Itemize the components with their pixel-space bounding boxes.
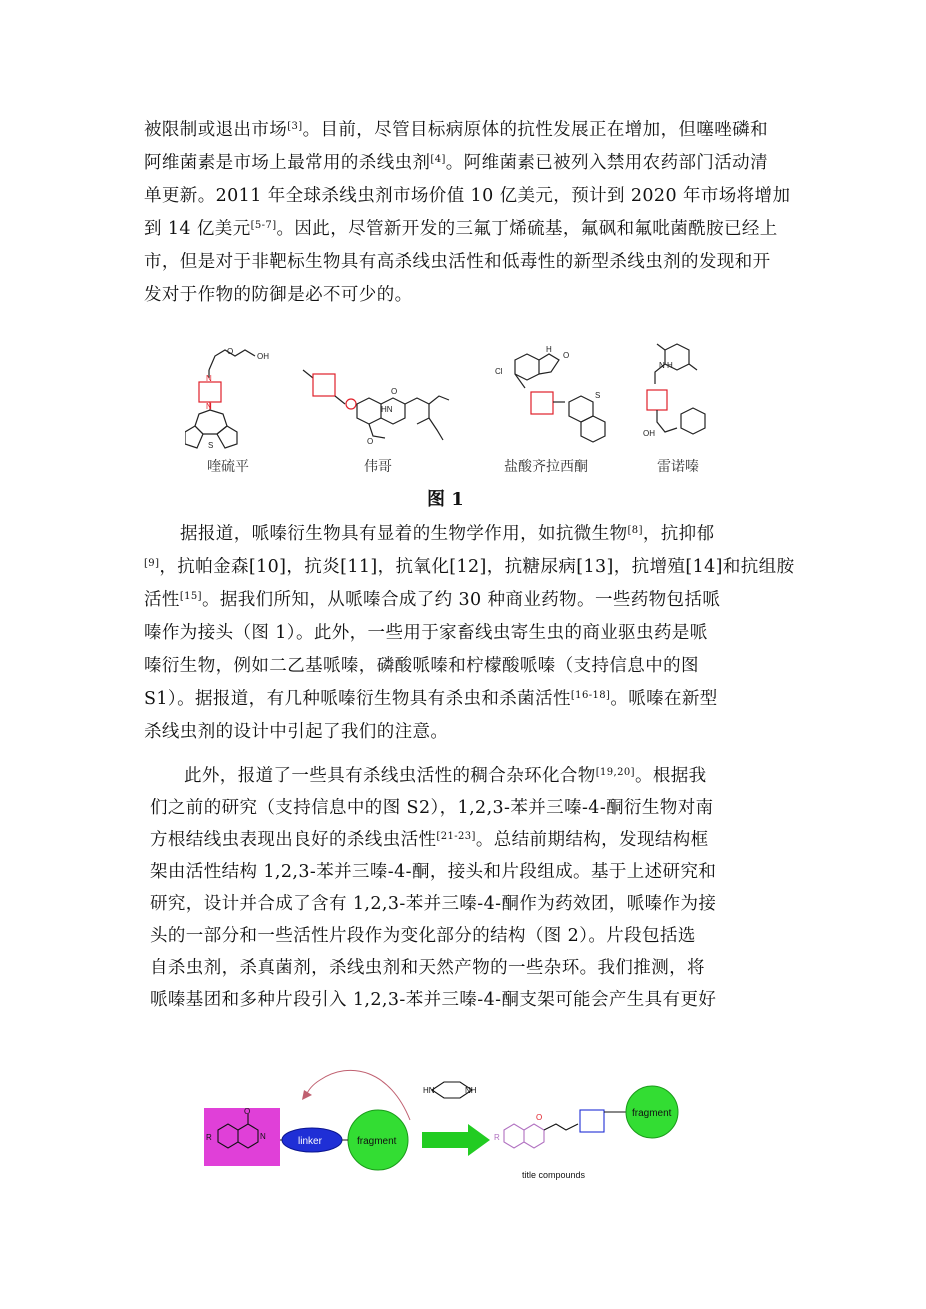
atom-label: O bbox=[367, 437, 374, 446]
compound-name: 盐酸齐拉西酮 bbox=[504, 459, 588, 475]
atom-label: NH bbox=[465, 1086, 477, 1095]
atom-label: O bbox=[227, 347, 234, 356]
atom-label: H bbox=[546, 345, 552, 354]
atom-label: S bbox=[595, 391, 601, 400]
text-line: 据报道，哌嗪衍生物具有显着的生物学作用，如抗微生物[8]，抗抑郁 bbox=[180, 524, 715, 544]
figure-1-structures bbox=[185, 340, 745, 450]
text-line: 发对于作物的防御是必不可少的。 bbox=[144, 285, 413, 305]
text-line: 头的一部分和一些活性片段作为变化部分的结构（图 2）。片段包括选 bbox=[150, 926, 696, 946]
linker-label: linker bbox=[298, 1136, 322, 1147]
arrow-head bbox=[302, 1090, 312, 1100]
text-line: 阿维菌素是市场上最常用的杀线虫剂[4]。阿维菌素已被列入禁用农药部门活动清 bbox=[144, 153, 768, 173]
product-structure bbox=[504, 1124, 544, 1148]
atom-label: HN bbox=[423, 1086, 435, 1095]
curved-arrow bbox=[306, 1070, 410, 1120]
ziprasidone-structure bbox=[515, 354, 605, 442]
compound-name: 喹硫平 bbox=[207, 459, 249, 475]
text-line: 架由活性结构 1,2,3-苯并三嗪-4-酮，接头和片段组成。基于上述研究和 bbox=[150, 862, 717, 882]
text-line: 自杀虫剂，杀真菌剂，杀线虫剂和天然产物的一些杂环。我们推测，将 bbox=[150, 958, 705, 978]
text-line: 活性[15]。据我们所知，从哌嗪合成了约 30 种商业药物。一些药物包括哌 bbox=[144, 590, 721, 610]
sildenafil-structure bbox=[303, 370, 449, 440]
atom-label: O bbox=[391, 387, 398, 396]
compound-name: 雷诺嗪 bbox=[657, 459, 699, 475]
ranolazine-structure bbox=[647, 344, 705, 434]
reaction-arrow bbox=[422, 1124, 490, 1156]
text-line: 杀线虫剂的设计中引起了我们的注意。 bbox=[144, 722, 449, 742]
text-line: 单更新。2011 年全球杀线虫剂市场价值 10 亿美元，预计到 2020 年市场将增加 bbox=[144, 186, 791, 206]
atom-label: N bbox=[260, 1132, 266, 1141]
atom-label: R bbox=[494, 1133, 500, 1142]
text-line: 们之前的研究（支持信息中的图 S2），1,2,3-苯并三嗪-4-酮衍生物对南 bbox=[150, 798, 714, 818]
text-line: 市，但是对于非靶标生物具有高杀线虫活性和低毒性的新型杀线虫剂的发现和开 bbox=[144, 252, 771, 272]
text-line: 研究，设计并合成了含有 1,2,3-苯并三嗪-4-酮作为药效团，哌嗪作为接 bbox=[150, 894, 717, 914]
text-line: 嗪作为接头（图 1）。此外，一些用于家畜线虫寄生虫的商业驱虫药是哌 bbox=[144, 623, 708, 643]
atom-label: O bbox=[536, 1113, 543, 1122]
fragment-label: fragment bbox=[632, 1108, 672, 1119]
text-line: 嗪衍生物，例如二乙基哌嗪，磷酸哌嗪和柠檬酸哌嗪（支持信息中的图 bbox=[144, 656, 699, 676]
quetiapine-structure bbox=[185, 350, 255, 448]
fragment-label: fragment bbox=[357, 1136, 397, 1147]
atom-label: Cl bbox=[495, 367, 503, 376]
atom-label: OH bbox=[643, 429, 655, 438]
atom-label: OH bbox=[257, 352, 269, 361]
atom-label: R bbox=[206, 1133, 212, 1142]
text-line: S1）。据报道，有几种哌嗪衍生物具有杀虫和杀菌活性[16-18]。哌嗪在新型 bbox=[144, 689, 718, 709]
atom-label: N bbox=[206, 402, 212, 411]
text-line: 被限制或退出市场[3]。目前，尽管目标病原体的抗性发展正在增加，但噻唑磷和 bbox=[144, 120, 768, 140]
atom-label: O bbox=[244, 1107, 251, 1116]
text-line: 到 14 亿美元[5-7]。因此，尽管新开发的三氟丁烯硫基，氟砜和氟吡菌酰胺已经上 bbox=[144, 219, 778, 239]
atom-label: N bbox=[206, 374, 212, 383]
text-line: [9]，抗帕金森[10]，抗炎[11]，抗氧化[12]，抗糖尿病[13]，抗增殖[14]和抗组胺 bbox=[144, 557, 795, 577]
atom-label: HN bbox=[381, 405, 393, 414]
compound-name: 伟哥 bbox=[364, 459, 392, 475]
figure-2-design-scheme bbox=[200, 1060, 700, 1190]
text-line: 此外，报道了一些具有杀线虫活性的稠合杂环化合物[19,20]。根据我 bbox=[184, 766, 707, 786]
atom-label: O bbox=[563, 351, 570, 360]
atom-label: S bbox=[208, 441, 214, 450]
product-linker bbox=[544, 1110, 630, 1132]
title-compounds-label: title compounds bbox=[522, 1170, 586, 1180]
atom-label: N H bbox=[659, 361, 673, 370]
text-line: 方根结线虫表现出良好的杀线虫活性[21-23]。总结前期结构，发现结构框 bbox=[150, 830, 709, 850]
figure-1-caption: 图 1 bbox=[427, 489, 464, 510]
text-line: 哌嗪基团和多种片段引入 1,2,3-苯并三嗪-4-酮支架可能会产生具有更好 bbox=[150, 990, 717, 1010]
pharmacophore-box bbox=[204, 1108, 280, 1166]
